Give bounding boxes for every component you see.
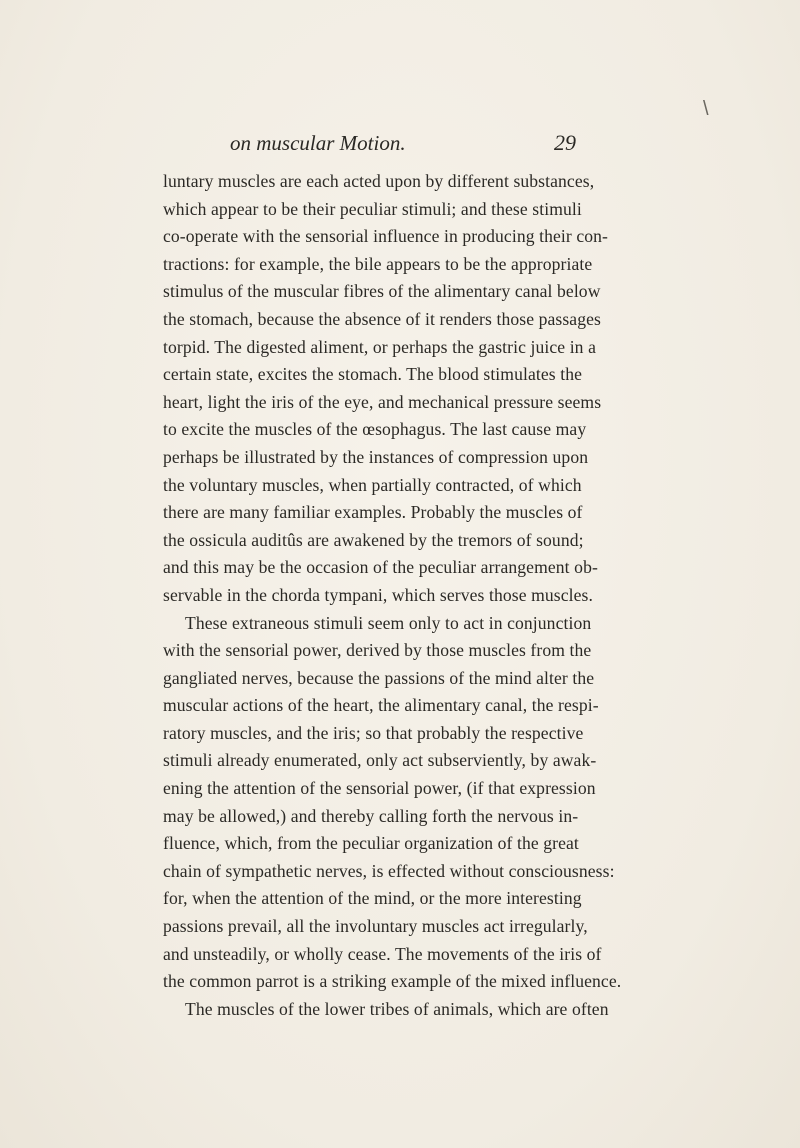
page-number: 29 bbox=[554, 130, 576, 155]
text-line: passions prevail, all the involuntary muscles act irregularly, bbox=[163, 916, 588, 937]
text-line: heart, light the iris of the eye, and mechanical pressure seems bbox=[163, 391, 602, 412]
text-line: torpid. The digested aliment, or perhaps the gastric juice in a bbox=[163, 336, 596, 357]
text-line: chain of sympathetic nerves, is effected without consciousness: bbox=[163, 860, 615, 881]
text-line: ratory muscles, and the iris; so that probably the respective bbox=[163, 722, 584, 743]
text-line: the stomach, because the absence of it renders those passages bbox=[163, 308, 601, 329]
text-line: for, when the attention of the mind, or the more interesting bbox=[163, 888, 582, 909]
text-line: and this may be the occasion of the peculiar arrangement ob- bbox=[163, 557, 598, 578]
text-line: The muscles of the lower tribes of animals, which are often bbox=[185, 998, 609, 1019]
text-line: with the sensorial power, derived by those muscles from the bbox=[163, 640, 592, 661]
text-line: muscular actions of the heart, the alimentary canal, the respi- bbox=[163, 695, 599, 716]
text-line: ening the attention of the sensorial power, (if that expression bbox=[163, 778, 596, 799]
text-line: and unsteadily, or wholly cease. The movements of the iris of bbox=[163, 943, 602, 964]
text-line: fluence, which, from the peculiar organization of the great bbox=[163, 833, 579, 854]
running-head: on muscular Motion. bbox=[230, 131, 406, 155]
text-line: These extraneous stimuli seem only to act in conjunction bbox=[185, 612, 592, 633]
text-line: there are many familiar examples. Probably the muscles of bbox=[163, 502, 583, 523]
text-line: servable in the chorda tympani, which serves those muscles. bbox=[163, 584, 593, 605]
text-line: stimulus of the muscular fibres of the alimentary canal below bbox=[163, 281, 601, 302]
text-line: gangliated nerves, because the passions of the mind alter the bbox=[163, 667, 595, 688]
text-line: the common parrot is a striking example of the mixed influence. bbox=[163, 971, 622, 992]
body-text bbox=[163, 168, 622, 1023]
text-line: tractions: for example, the bile appears to be the appropriate bbox=[163, 253, 593, 274]
text-line: luntary muscles are each acted upon by different substances, bbox=[163, 171, 595, 191]
text-line: to excite the muscles of the œsophagus. The last cause may bbox=[163, 419, 587, 440]
text-line: co-operate with the sensorial influence in producing their con- bbox=[163, 226, 609, 247]
text-line: certain state, excites the stomach. The blood stimulates the bbox=[163, 364, 583, 385]
text-line: may be allowed,) and thereby calling forth the nervous in- bbox=[163, 805, 579, 826]
stray-mark: \ bbox=[703, 98, 709, 120]
text-line: which appear to be their peculiar stimuli; and these stimuli bbox=[163, 198, 582, 219]
text-line: the voluntary muscles, when partially contracted, of which bbox=[163, 474, 582, 495]
text-line: stimuli already enumerated, only act subserviently, by awak- bbox=[163, 750, 597, 771]
text-line: perhaps be illustrated by the instances of compression upon bbox=[163, 446, 589, 467]
text-line: the ossicula auditûs are awakened by the tremors of sound; bbox=[163, 529, 584, 550]
